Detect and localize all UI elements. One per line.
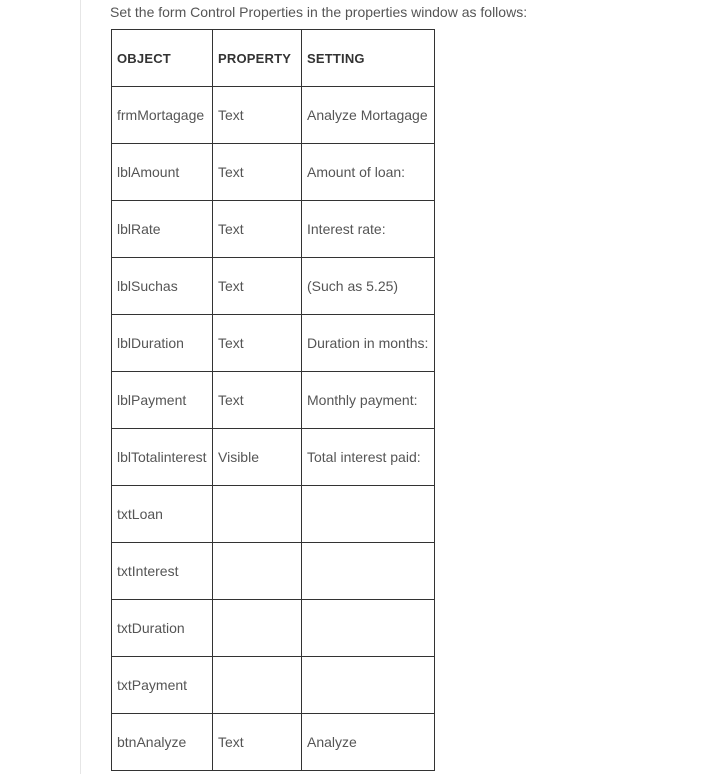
object-cell: lblDuration	[112, 315, 213, 372]
setting-cell	[302, 600, 435, 657]
setting-cell: Monthly payment:	[302, 372, 435, 429]
table-row	[112, 657, 435, 714]
setting-cell: Analyze	[302, 714, 435, 771]
property-cell: Text	[213, 372, 302, 429]
header-property: PROPERTY	[213, 30, 302, 87]
header-setting: SETTING	[302, 30, 435, 87]
object-cell: txtDuration	[112, 600, 213, 657]
table-row	[112, 258, 435, 315]
object-cell: btnAnalyze	[112, 714, 213, 771]
setting-cell: Duration in months:	[302, 315, 435, 372]
property-cell: Visible	[213, 429, 302, 486]
header-object: OBJECT	[112, 30, 213, 87]
object-cell: lblRate	[112, 201, 213, 258]
content-left-border	[80, 0, 81, 774]
object-cell: lblTotalinterest	[112, 429, 213, 486]
setting-cell: (Such as 5.25)	[302, 258, 435, 315]
table-row	[112, 201, 435, 258]
table-row	[112, 429, 435, 486]
object-cell: txtInterest	[112, 543, 213, 600]
property-cell	[213, 600, 302, 657]
property-cell	[213, 543, 302, 600]
setting-cell: Amount of loan:	[302, 144, 435, 201]
object-cell: frmMortagage	[112, 87, 213, 144]
setting-cell	[302, 657, 435, 714]
table-row	[112, 486, 435, 543]
table-row	[112, 87, 435, 144]
object-cell: txtLoan	[112, 486, 213, 543]
setting-cell: Total interest paid:	[302, 429, 435, 486]
table-row	[112, 144, 435, 201]
intro-text: Set the form Control Properties in the properties window as follows:	[110, 4, 528, 20]
table-row	[112, 543, 435, 600]
table-row	[112, 714, 435, 771]
property-cell: Text	[213, 144, 302, 201]
setting-cell: Interest rate:	[302, 201, 435, 258]
table-row	[112, 372, 435, 429]
property-cell: Text	[213, 201, 302, 258]
setting-cell	[302, 486, 435, 543]
object-cell: txtPayment	[112, 657, 213, 714]
object-cell: lblSuchas	[112, 258, 213, 315]
properties-table	[111, 29, 435, 771]
object-cell: lblPayment	[112, 372, 213, 429]
property-cell	[213, 657, 302, 714]
setting-cell: Analyze Mortagage	[302, 87, 435, 144]
property-cell: Text	[213, 258, 302, 315]
property-cell: Text	[213, 714, 302, 771]
property-cell: Text	[213, 87, 302, 144]
table-row	[112, 315, 435, 372]
property-cell: Text	[213, 315, 302, 372]
table-header-row	[112, 30, 435, 87]
object-cell: lblAmount	[112, 144, 213, 201]
table-row	[112, 600, 435, 657]
setting-cell	[302, 543, 435, 600]
property-cell	[213, 486, 302, 543]
